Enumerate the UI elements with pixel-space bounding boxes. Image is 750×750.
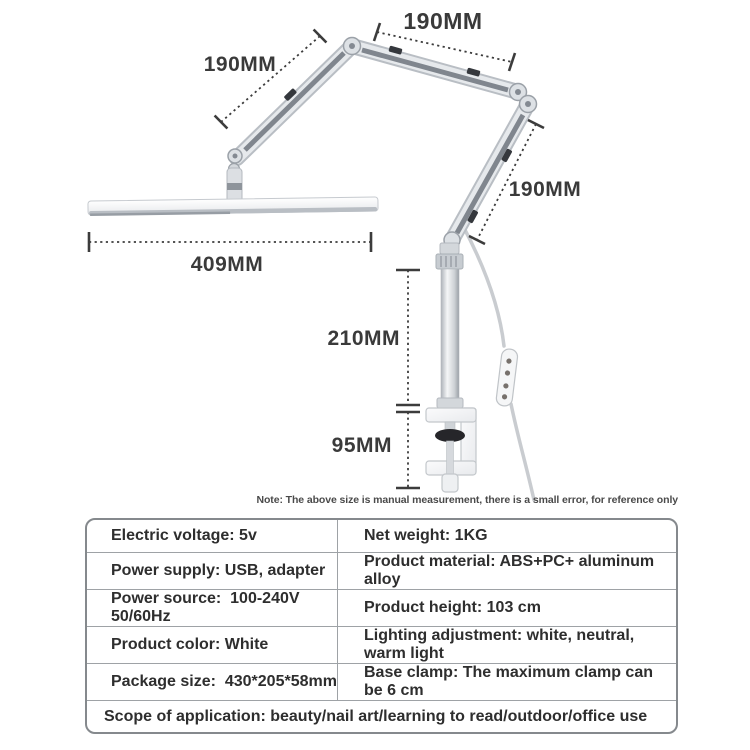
dim-line-pole-lower	[396, 412, 420, 488]
table-row	[87, 520, 676, 552]
dim-label-arm-right: 190MM	[508, 178, 582, 201]
spec-base-clamp: Base clamp: The maximum clamp can be 6 cm	[337, 664, 676, 700]
spec-power-supply: Power supply: USB, adapter	[111, 562, 326, 579]
table-row	[87, 663, 676, 700]
pole	[436, 243, 463, 408]
spec-package-size: Package size: 430*205*58mm	[111, 673, 337, 690]
spec-product-material: Product material: ABS+PC+ aluminum alloy	[337, 553, 676, 589]
lamp-head-bar	[88, 197, 378, 216]
measurement-note: Note: The above size is manual measurement, there is a small error, for reference only	[256, 494, 678, 506]
dim-label-arm-left: 190MM	[203, 53, 277, 76]
dim-label-arm-top: 190MM	[403, 8, 483, 34]
spec-scope-of-application: Scope of application: beauty/nail art/learning to read/outdoor/office use	[87, 700, 676, 732]
spec-product-color: Product color: White	[111, 636, 269, 653]
table-row	[87, 589, 676, 626]
spec-electric-voltage: Electric voltage: 5v	[111, 527, 257, 544]
power-cable-lower	[511, 404, 534, 500]
spec-product-height: Product height: 103 cm	[337, 590, 676, 626]
clamp-pad	[435, 429, 465, 442]
inline-switch	[496, 348, 519, 407]
table-row	[87, 626, 676, 663]
dim-label-head-bar: 409MM	[190, 253, 264, 276]
spec-lighting-adjustment: Lighting adjustment: white, neutral, warm light	[337, 627, 676, 663]
clamp-screw	[447, 441, 454, 474]
arm-segment-right	[452, 104, 528, 240]
arm-segment-top	[352, 46, 518, 92]
spec-power-source: Power source: 100-240V 50/60Hz	[111, 590, 304, 625]
dim-label-pole-lower: 95MM	[331, 434, 392, 457]
spec-net-weight: Net weight: 1KG	[337, 520, 676, 552]
clamp-knob	[442, 474, 458, 492]
lamp-illustration	[88, 38, 537, 501]
dim-line-head-bar	[89, 232, 371, 252]
desk-clamp	[426, 408, 476, 492]
spec-table	[85, 518, 678, 734]
dim-label-pole-upper: 210MM	[327, 327, 400, 350]
table-row	[87, 552, 676, 589]
